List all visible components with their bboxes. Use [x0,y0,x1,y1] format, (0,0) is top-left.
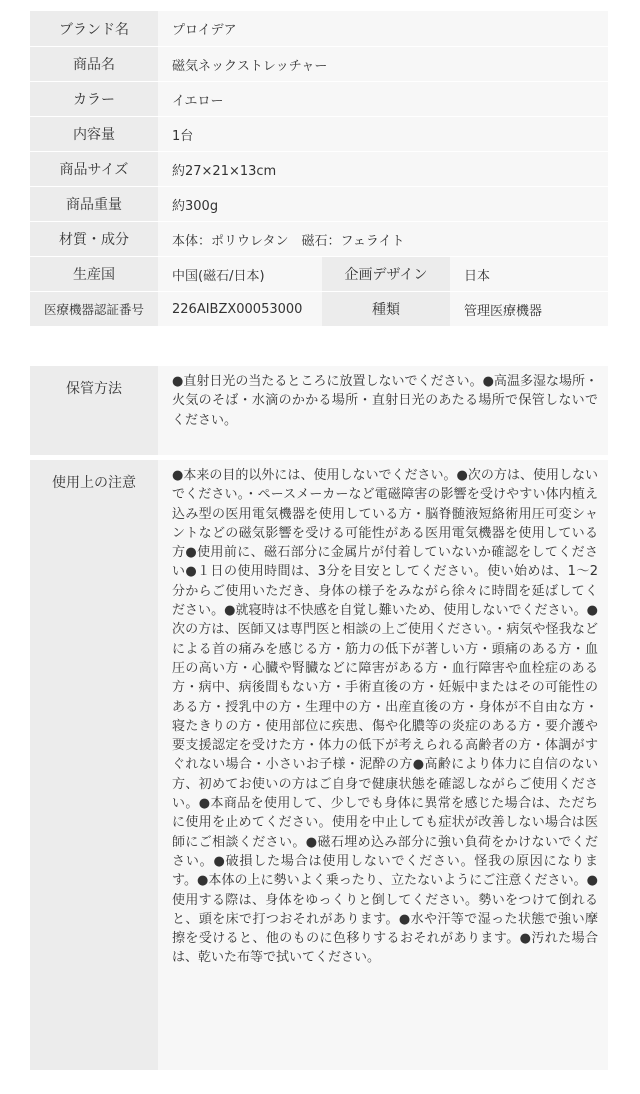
caution-label: 使用上の注意 [30,460,158,1070]
material-value: 本体：ポリウレタン 磁石：フェライト [158,221,608,256]
origin-label: 生産国 [30,256,158,291]
spec-row-weight [30,186,608,221]
material-label: 材質・成分 [30,221,158,256]
brand-value: プロイデア [158,11,608,46]
product-label: 商品名 [30,46,158,81]
quantity-value: 1台 [158,116,608,151]
size-value: 約27×21×13cm [158,151,608,186]
storage-label: 保管方法 [30,366,158,455]
origin-value: 中国(磁石/日本) [158,256,322,291]
cert-label: 医療機器認証番号 [30,291,158,326]
weight-value: 約300g [158,186,608,221]
spec-row-origin [30,256,608,291]
spec-row-product [30,46,608,81]
size-label: 商品サイズ [30,151,158,186]
brand-label: ブランド名 [30,11,158,46]
cert-value: 226AIBZX00053000 [158,291,322,326]
spec-row-cert [30,291,608,326]
product-spec-table [30,11,608,326]
weight-label: 商品重量 [30,186,158,221]
spec-row-brand [30,11,608,46]
storage-text: ●直射日光の当たるところに放置しないでください。●高温多湿な場所・火気のそば・水滴のかかる場所・直射日光のあたる場所で保管しないでください。 [158,366,608,455]
color-label: カラー [30,81,158,116]
caution-section [30,460,608,1070]
design-label: 企画デザイン [322,256,450,291]
spec-row-size [30,151,608,186]
design-value: 日本 [450,256,608,291]
storage-section [30,366,608,455]
type-label: 種類 [322,291,450,326]
quantity-label: 内容量 [30,116,158,151]
spec-row-material [30,221,608,256]
caution-text: ●本来の目的以外には、使用しないでください。●次の方は、使用しないでください。・ペースメーカーなど電磁障害の影響を受けやすい体内植え込み型の医用電気機器を使用している方・脳脊髄液短絡術用圧可変シャントなどの磁気影響を受ける可能性がある医用電気機器を使用している方●使用前に、磁石部分に金属片が付着していないか確認をしてください●１日の使用時間は、3分を目安としてください。使い始めは、1〜2分からご使用いただき、身体の様子をみながら徐々に時間を延ばしてください。●就寝時は不快感を自覚し難いため、使用しないでください。●次の方は、医師又は専門医と相談の上ご使用ください。・病気や怪我などによる首の痛みを感じる方・筋力の低下が著しい方・頭痛のある方・血圧の高い方・心臓や腎臓などに障害がある方・血行障害や血栓症のある方・病中、病後間もない方・手術直後の方・妊娠中またはその可能性のある方・授乳中の方・生理中の方・出産直後の方・身体が不自由な方・寝たきりの方・使用部位に疾患、傷や化膿等の炎症のある方・要介護や要支援認定を受けた方・体力の低下が考えられる高齢者の方・体調がすぐれない場合・小さいお子様・泥酔の方●高齢により体力に自信のない方、初めてお使いの方はご自身で健康状態を確認しながらご使用ください。●本商品を使用して、少しでも身体に異常を感じた場合は、ただちに使用を止めてください。使用を中止しても症状が改善しない場合は医師にご相談ください。●磁石埋め込み部分に強い負荷をかけないでください。●破損した場合は使用しないでください。怪我の原因になります。●本体の上に勢いよく乗ったり、立たないようにご注意ください。●使用する際は、身体をゆっくりと倒してください。勢いをつけて倒れると、頭を床で打つおそれがあります。●水や汗等で湿った状態で強い摩擦を受けると、他のものに色移りするおそれがあります。●汚れた場合は、乾いた布等で拭いてください。 [158,460,608,1070]
type-value: 管理医療機器 [450,291,608,326]
product-value: 磁気ネックストレッチャー [158,46,608,81]
spec-row-quantity [30,116,608,151]
color-value: イエロー [158,81,608,116]
spec-row-color [30,81,608,116]
